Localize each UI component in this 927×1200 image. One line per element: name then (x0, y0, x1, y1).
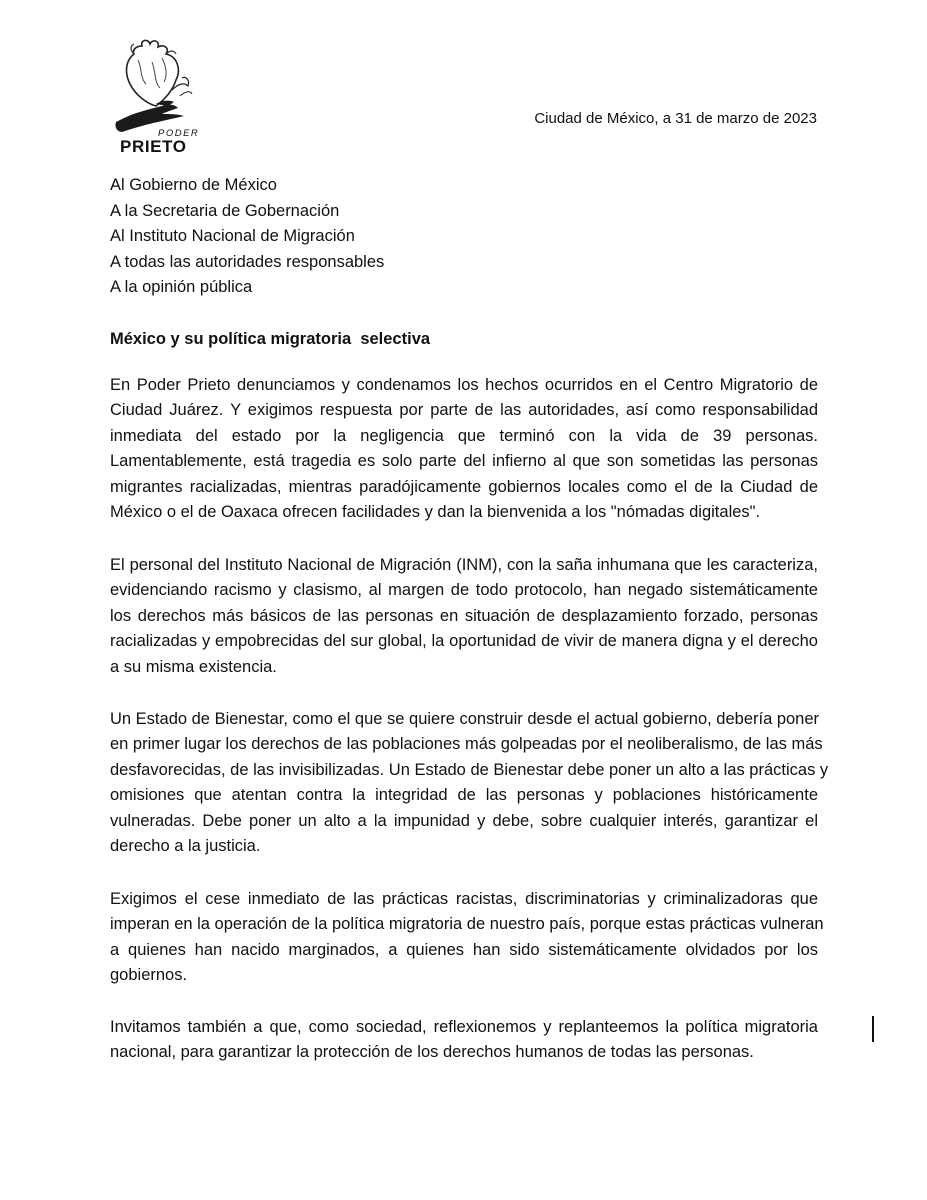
paragraph (110, 707, 829, 859)
recipient-line: Al Gobierno de México (110, 176, 277, 194)
heart-hand-logo-icon (112, 38, 208, 156)
text-line: derecho a la justicia. (110, 837, 261, 856)
logo-top-text: PODER (158, 128, 200, 139)
paragraph (110, 1015, 818, 1066)
text-line: nacional, para garantizar la protección de los derechos humanos de todas las personas. (110, 1043, 754, 1062)
text-line: México o el de Oaxaca ofrecen facilidades y dan la bienvenida a los "nómadas digitales". (110, 503, 761, 522)
text-line: en primer lugar los derechos de las poblaciones más golpeadas por el neoliberalismo, de las más (110, 735, 823, 754)
recipient-line: Al Instituto Nacional de Migración (110, 227, 355, 245)
text-line: Un Estado de Bienestar, como el que se quiere construir desde el actual gobierno, debería poner (110, 710, 820, 728)
text-cursor (872, 1016, 874, 1042)
text-line: a quienes han nacido marginados, a quienes han sido sistemáticamente olvidados por los (110, 940, 818, 959)
text-line: El personal del Instituto Nacional de Migración (INM), con la saña inhumana que les caracteriza, (110, 556, 818, 574)
text-line: Exigimos el cese inmediato de las prácticas racistas, discriminatorias y criminalizadoras que (110, 890, 818, 908)
text-line: imperan en la operación de la política migratoria de nuestro país, porque estas prácticas vulneran (110, 915, 824, 934)
poder-prieto-logo (112, 38, 208, 156)
text-line: omisiones que atentan contra la integridad de las personas y poblaciones históricamente (110, 786, 818, 805)
letter-title: México y su política migratoria selectiva (110, 330, 431, 348)
text-line: los derechos más básicos de las personas en situación de desplazamiento forzado, personas (110, 606, 818, 625)
recipient-line: A la opinión pública (110, 278, 253, 296)
text-line: vulneradas. Debe poner un alto a la impunidad y debe, sobre cualquier interés, garantizar el (110, 811, 818, 830)
place-date: Ciudad de México, a 31 de marzo de 2023 (534, 110, 817, 127)
paragraph (110, 373, 818, 525)
text-line: evidenciando racismo y clasismo, al margen de todo protocolo, han negado sistemáticamente (110, 581, 818, 600)
text-line: gobiernos. (110, 966, 188, 985)
text-line: Ciudad Juárez. Y exigimos respuesta por parte de las autoridades, así como responsabilidad (110, 401, 818, 420)
text-line: migrantes racializadas, mientras paradójicamente gobiernos locales como el de la Ciudad de (110, 477, 818, 496)
text-line: En Poder Prieto denunciamos y condenamos los hechos ocurridos en el Centro Migratorio de (110, 376, 818, 394)
text-line: desfavorecidas, de las invisibilizadas. Un Estado de Bienestar debe poner un alto a las prácticas y (110, 760, 829, 779)
paragraph (110, 553, 818, 680)
text-line: a su misma existencia. (110, 657, 277, 676)
text-line: Lamentablemente, está tragedia es solo parte del infierno al que son sometidas las personas (110, 452, 818, 471)
text-line: racializadas y empobrecidas del sur global, la oportunidad de vivir de manera digna y el derecho (110, 632, 818, 651)
text-line: Invitamos también a que, como sociedad, reflexionemos y replanteemos la política migratoria (110, 1018, 818, 1036)
text-line: inmediata del estado por la negligencia que terminó con la vida de 39 personas. (110, 426, 818, 445)
paragraph (110, 887, 824, 989)
recipients-block (110, 173, 384, 301)
logo-bottom-text: PRIETO (120, 137, 187, 156)
recipient-line: A la Secretaria de Gobernación (110, 201, 340, 220)
recipient-line: A todas las autoridades responsables (110, 252, 385, 271)
